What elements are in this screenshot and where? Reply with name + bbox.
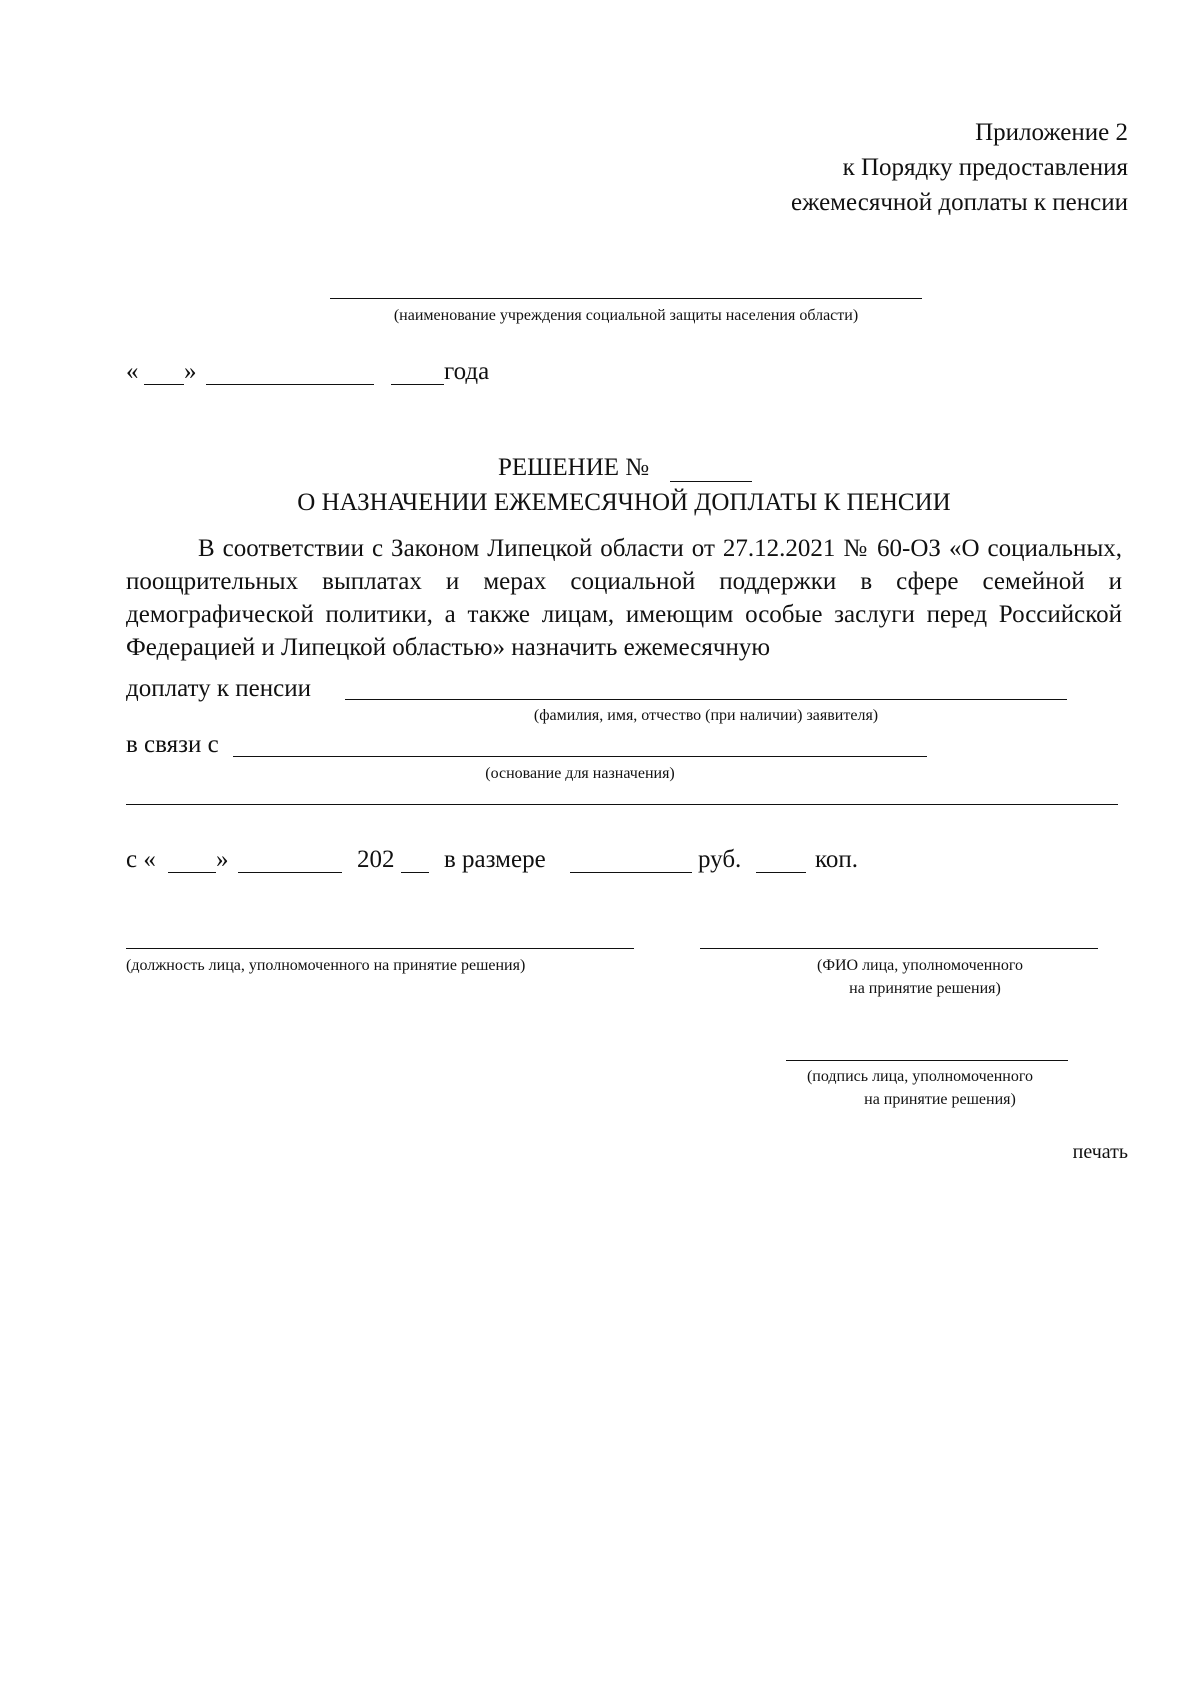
institution-name-blank[interactable] bbox=[330, 298, 922, 299]
official-signature-caption-line1: (подпись лица, уполномоченного bbox=[806, 1068, 1034, 1085]
stamp-placeholder: печать bbox=[1072, 1141, 1128, 1163]
rubles-blank[interactable] bbox=[570, 872, 692, 873]
official-position-caption: (должность лица, уполномоченного на принятие решения) bbox=[126, 957, 526, 974]
amount-label: в размере bbox=[444, 846, 546, 873]
rubles-label: руб. bbox=[698, 846, 742, 873]
date-open-quote: « bbox=[126, 358, 139, 385]
date-month-blank[interactable] bbox=[206, 384, 374, 385]
official-signature-caption-line2: на принятие решения) bbox=[864, 1091, 1016, 1108]
reason-caption: (основание для назначения) bbox=[485, 765, 675, 782]
official-fio-blank[interactable] bbox=[700, 948, 1098, 949]
start-day-blank[interactable] bbox=[168, 872, 216, 873]
official-position-blank[interactable] bbox=[126, 948, 634, 949]
applicant-caption: (фамилия, имя, отчество (при наличии) заявителя) bbox=[533, 707, 879, 724]
start-date-close-quote: » bbox=[216, 846, 229, 873]
appendix-document-name: ежемесячной доплаты к пенсии bbox=[791, 189, 1128, 216]
start-year-blank[interactable] bbox=[401, 872, 429, 873]
date-year-suffix: года bbox=[444, 358, 490, 385]
date-year-blank[interactable] bbox=[391, 384, 444, 385]
start-year-prefix: 202 bbox=[357, 846, 395, 873]
date-day-blank[interactable] bbox=[144, 384, 184, 385]
kopecks-blank[interactable] bbox=[756, 872, 806, 873]
reason-label: в связи с bbox=[126, 731, 219, 758]
appendix-number: Приложение 2 bbox=[975, 119, 1128, 146]
reason-continuation-blank[interactable] bbox=[126, 804, 1118, 805]
institution-caption: (наименование учреждения социальной защиты населения области) bbox=[393, 307, 859, 324]
applicant-name-blank[interactable] bbox=[345, 699, 1067, 700]
decision-number-label: РЕШЕНИЕ № bbox=[498, 454, 650, 481]
official-fio-caption-line2: на принятие решения) bbox=[849, 980, 1001, 997]
kopecks-label: коп. bbox=[815, 846, 859, 873]
official-fio-caption-line1: (ФИО лица, уполномоченного bbox=[816, 957, 1024, 974]
body-paragraph: В соответствии с Законом Липецкой области от 27.12.2021 № 60-ОЗ «О социальных, поощрительных выплатах и мерах социальной поддержки в сфере семейной и демографической политики, а также лицам, имеющим особые заслуги перед Российской Федерацией и Липецкой областью» назначить ежемесячную bbox=[126, 535, 1122, 661]
reason-blank[interactable] bbox=[233, 756, 927, 757]
official-signature-blank[interactable] bbox=[786, 1060, 1068, 1061]
decision-number-blank[interactable] bbox=[670, 481, 752, 482]
start-date-prefix: с « bbox=[126, 846, 156, 873]
date-close-quote: » bbox=[184, 358, 197, 385]
pension-label: доплату к пенсии bbox=[126, 675, 311, 702]
document-title: О НАЗНАЧЕНИИ ЕЖЕМЕСЯЧНОЙ ДОПЛАТЫ К ПЕНСИИ bbox=[297, 489, 951, 516]
appendix-reference: к Порядку предоставления bbox=[842, 154, 1128, 181]
start-month-blank[interactable] bbox=[238, 872, 342, 873]
